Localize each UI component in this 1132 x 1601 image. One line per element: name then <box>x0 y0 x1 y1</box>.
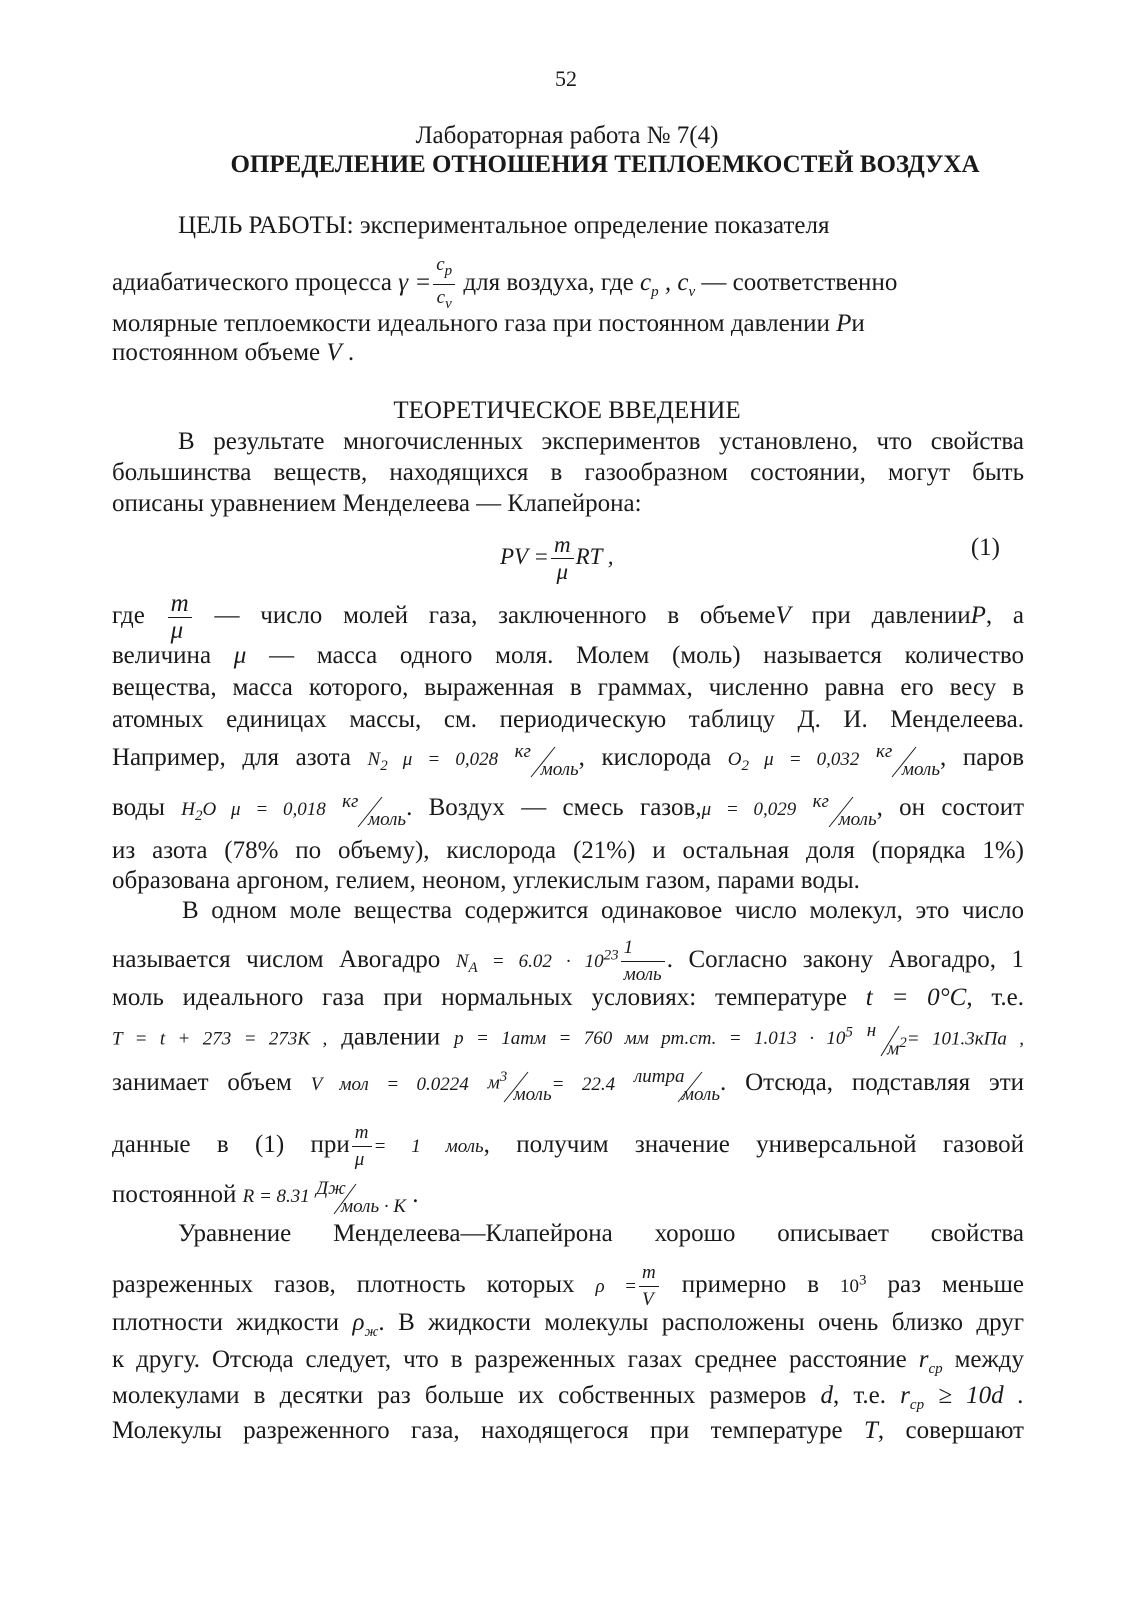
p2-line-3: моль идеального газа при нормальных условиях: температуре t = 0°C, т.е. <box>112 984 1024 1011</box>
p1-line-6: вещества, масса которого, выраженная в граммах, численно равна его весу в <box>112 674 1024 701</box>
p1-line-8: Например, для азота $N_2$ μ = 0,028 кг моль , кислорода $O_2$ μ = 0,032 кг моль , паров <box>112 741 1025 780</box>
p1-line-10: из азота (78% по объему), кислорода (21%) и остальная доля (порядка 1%) <box>112 837 1024 864</box>
lab-title: Лабораторная работа № 7(4) <box>415 122 719 149</box>
p2-line-5: занимает объем V мол = 0.0224 $м^3$ моль = 22.4 литра моль . Отсюда, подставляя эти <box>112 1066 1025 1105</box>
p2-line-6: данные в (1) при $\frac{m}{\mu}$ = 1 моль, получим значение универсальной газовой <box>112 1122 1024 1170</box>
goal-line-2: адиабатического процесса γ = $\frac{c_p}{c_v}$ для воздуха, где $c_p$ , $c_v$ — соответственно <box>112 254 898 312</box>
p1-line-1: В результате многочисленных экспериментов установлено, что свойства <box>178 428 1024 455</box>
goal-line-4: постоянном объеме V . <box>112 339 355 366</box>
page-number: 52 <box>555 66 577 91</box>
p3-line-4: к другу. Отсюда следует, что в разреженных газах среднее расстояние $r_{ср}$ между <box>112 1346 1025 1377</box>
p2-line-1: В одном моле вещества содержится одинаковое число молекул, это число <box>182 897 1024 924</box>
goal-line-1: ЦЕЛЬ РАБОТЫ: экспериментальное определение показателя <box>178 212 830 239</box>
p2-line-2: называется числом Авогадро $N_A = 6.02 \cdot 10^{23}$ $\frac{1}{\text{моль}}$ . Согласно закону Авогадро, 1 <box>112 937 1025 985</box>
p1-line-7: атомных единицах массы, см. периодическую таблицу Д. И. Менделеева. <box>112 706 1024 733</box>
goal-line-3: молярные теплоемкости идеального газа при постоянном давлении Pи <box>112 310 865 337</box>
p2-line-7: постоянной R = 8.31 Дж моль · K . <box>112 1178 419 1217</box>
main-title: ОПРЕДЕЛЕНИЕ ОТНОШЕНИЯ ТЕПЛОЕМКОСТЕЙ ВОЗДУХА <box>230 151 980 178</box>
p3-line-6: Молекулы разреженного газа, находящегося при температуре T, совершают <box>112 1417 1024 1444</box>
p3-line-2: разреженных газов, плотность которых ρ = $\frac{m}{V}$ примерно в $10^3$ раз меньше <box>112 1262 1025 1310</box>
p1-line-11: образована аргоном, гелием, неоном, углекислым газом, парами воды. <box>112 867 860 894</box>
p3-line-5: молекулами в десятки раз больше их собственных размеров d, т.е. $r_{ср} \ge 10d$ . <box>112 1382 1025 1413</box>
p2-line-4: T = t + 273 = 273K , давлении p = 1атм = 760 мм рт.ст. = $1.013 \cdot 10^5$ н $м^2$ = 101.3кПа , <box>112 1020 1025 1060</box>
equation-1: PV = $\frac{m}{\mu}$ RT , <box>500 532 614 584</box>
p1-line-3: описаны уравнением Менделеева — Клапейрона: <box>112 490 642 517</box>
p1-line-4: где $\frac{m}{\mu}$ — число молей газа, заключенного в объемеV при давленииP, а <box>112 590 1025 644</box>
section-title: ТЕОРЕТИЧЕСКОЕ ВВЕДЕНИЕ <box>393 397 741 424</box>
p1-line-2: большинства веществ, находящихся в газообразном состоянии, могут быть <box>112 459 1024 486</box>
p1-line-5: величина μ — масса одного моля. Молем (моль) называется количество <box>112 642 1025 669</box>
p1-line-9: воды $H_2O$ μ = 0,018 кг моль . Воздух — смесь газов,μ = 0,029 кг моль , он состоит <box>112 791 1025 830</box>
equation-number: (1) <box>970 534 1000 561</box>
p3-line-1: Уравнение Менделеева—Клапейрона хорошо описывает свойства <box>178 1220 1024 1247</box>
p3-line-3: плотности жидкости $\rho_ж$. В жидкости молекулы расположены очень близко друг <box>112 1309 1025 1340</box>
